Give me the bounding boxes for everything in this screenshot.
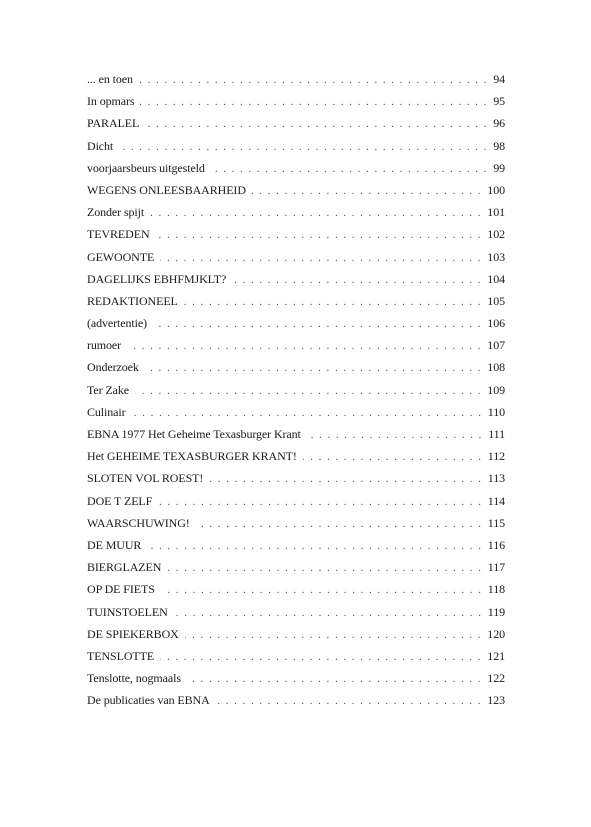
toc-entry-title: Onderzoek	[87, 360, 139, 375]
toc-entry	[87, 689, 505, 711]
toc-entry-title: Dicht	[87, 138, 114, 153]
toc-entry-page-number: 98	[493, 138, 505, 153]
toc-entry-page-number: 105	[487, 293, 505, 308]
toc-entry-page-number: 123	[487, 693, 505, 708]
toc-entry	[87, 68, 505, 90]
toc-entry	[87, 556, 505, 578]
toc-entry	[87, 401, 505, 423]
dot-leader	[153, 314, 486, 336]
toc-entry	[87, 445, 505, 467]
toc-entry	[87, 179, 505, 201]
toc-entry	[87, 135, 505, 157]
toc-entry-title: TENSLOTTE	[87, 648, 155, 663]
toc-entry	[87, 290, 505, 312]
toc-entry-page-number: 122	[487, 671, 505, 686]
toc-entry-title: SLOTEN VOL ROEST!	[87, 471, 204, 486]
toc-entry-page-number: 112	[487, 449, 505, 464]
toc-entry-page-number: 115	[487, 515, 505, 530]
toc-entry-page-number: 109	[487, 382, 505, 397]
toc-entry-title: De publicaties van EBNA	[87, 693, 210, 708]
toc-entry	[87, 534, 505, 556]
toc-entry-title: REDAKTIONEEL	[87, 293, 178, 308]
toc-entry-title: TUINSTOELEN	[87, 604, 168, 619]
toc-entry	[87, 201, 505, 223]
dot-leader	[196, 514, 487, 536]
toc-entry	[87, 645, 505, 667]
dot-leader	[303, 447, 487, 469]
toc-entry	[87, 90, 505, 112]
dot-leader	[167, 558, 486, 580]
toc-entry	[87, 601, 505, 623]
toc-entry	[87, 467, 505, 489]
dot-leader	[307, 425, 487, 447]
toc-entry-page-number: 107	[487, 338, 505, 353]
toc-entry-title: In opmars	[87, 94, 135, 109]
toc-entry	[87, 223, 505, 245]
toc-entry-page-number: 104	[487, 271, 505, 286]
dot-leader	[161, 580, 487, 602]
toc-entry-title: ... en toen	[87, 72, 133, 86]
toc-entry	[87, 512, 505, 534]
toc-entry-page-number: 121	[487, 648, 505, 663]
toc-entry-title: EBNA 1977 Het Geheime Texasburger Krant	[87, 427, 301, 441]
dot-leader	[156, 225, 487, 247]
dot-leader	[135, 381, 486, 403]
toc-entry-page-number: 111	[488, 427, 505, 441]
toc-entry-title: voorjaarsbeurs uitgesteld	[87, 160, 205, 175]
toc-entry-page-number: 116	[487, 537, 505, 552]
dot-leader	[216, 691, 487, 713]
toc-entry	[87, 268, 505, 290]
toc-entry-title: Het GEHEIME TEXASBURGER KRANT!	[87, 449, 297, 464]
toc-entry-title: DAGELIJKS EBHFMJKLT?	[87, 271, 227, 286]
toc-entry-title: rumoer	[87, 338, 122, 353]
toc-entry-title: Culinair	[87, 404, 126, 419]
dot-leader	[160, 647, 486, 669]
toc-entry	[87, 112, 505, 134]
toc-entry-title: DOE T ZELF	[87, 493, 153, 508]
toc-entry	[87, 490, 505, 512]
dot-leader	[147, 536, 486, 558]
toc-entry-title: Tenslotte, nogmaals	[87, 671, 181, 686]
dot-leader	[232, 270, 486, 292]
toc-entry	[87, 312, 505, 334]
dot-leader	[132, 403, 487, 425]
toc-entry-title: DE MUUR	[87, 537, 142, 552]
toc-entry-page-number: 96	[493, 116, 505, 131]
toc-entry	[87, 578, 505, 600]
dot-leader	[145, 114, 492, 136]
toc-entry-page-number: 120	[487, 626, 505, 641]
dot-leader	[145, 358, 487, 380]
dot-leader	[139, 70, 492, 92]
toc-entry	[87, 157, 505, 179]
toc-entry	[87, 623, 505, 645]
toc-entry-page-number: 117	[487, 560, 505, 575]
dot-leader	[209, 469, 486, 491]
dot-leader	[252, 181, 486, 203]
dot-leader	[150, 203, 486, 225]
toc-entry-page-number: 99	[493, 160, 505, 175]
dot-leader	[184, 292, 487, 314]
toc-entry	[87, 334, 505, 356]
toc-entry-page-number: 110	[487, 404, 505, 419]
toc-entry	[87, 246, 505, 268]
toc-entry-title: GEWOONTE	[87, 249, 155, 264]
toc-entry	[87, 423, 505, 445]
toc-entry-title: TEVREDEN	[87, 227, 150, 242]
toc-entry-page-number: 113	[487, 471, 505, 486]
dot-leader	[140, 92, 492, 114]
toc-entry-title: BIERGLAZEN	[87, 560, 162, 575]
toc-entry-page-number: 101	[487, 205, 505, 220]
dot-leader	[119, 137, 492, 159]
toc-entry-page-number: 118	[487, 582, 505, 597]
dot-leader	[174, 603, 487, 625]
toc-entry	[87, 356, 505, 378]
toc-entry-page-number: 108	[487, 360, 505, 375]
toc-entry-title: OP DE FIETS	[87, 582, 155, 597]
toc-entry	[87, 379, 505, 401]
toc-entry-page-number: 103	[487, 249, 505, 264]
toc-entry-title: Zonder spijt	[87, 205, 145, 220]
toc-entry	[87, 667, 505, 689]
toc-entry-page-number: 114	[487, 493, 505, 508]
toc-entry-title: WEGENS ONLEESBAARHEID	[87, 182, 246, 197]
toc-entry-title: WAARSCHUWING!	[87, 515, 190, 530]
toc-entry-page-number: 102	[487, 227, 505, 242]
toc-entry-page-number: 100	[487, 182, 505, 197]
toc-entry-page-number: 95	[493, 94, 505, 109]
dot-leader	[158, 492, 487, 514]
toc-entry-title: DE SPIEKERBOX	[87, 626, 179, 641]
toc-entry-title: (advertentie)	[87, 316, 147, 331]
toc-entry-title: Ter Zake	[87, 382, 129, 397]
dot-leader	[185, 625, 487, 647]
table-of-contents	[87, 68, 505, 711]
toc-entry-page-number: 94	[493, 72, 505, 86]
toc-entry-page-number: 106	[487, 316, 505, 331]
toc-entry-title: PARALEL	[87, 116, 140, 131]
toc-entry-page-number: 119	[487, 604, 505, 619]
dot-leader	[187, 669, 486, 691]
dot-leader	[127, 336, 486, 358]
dot-leader	[211, 159, 492, 181]
dot-leader	[160, 248, 486, 270]
